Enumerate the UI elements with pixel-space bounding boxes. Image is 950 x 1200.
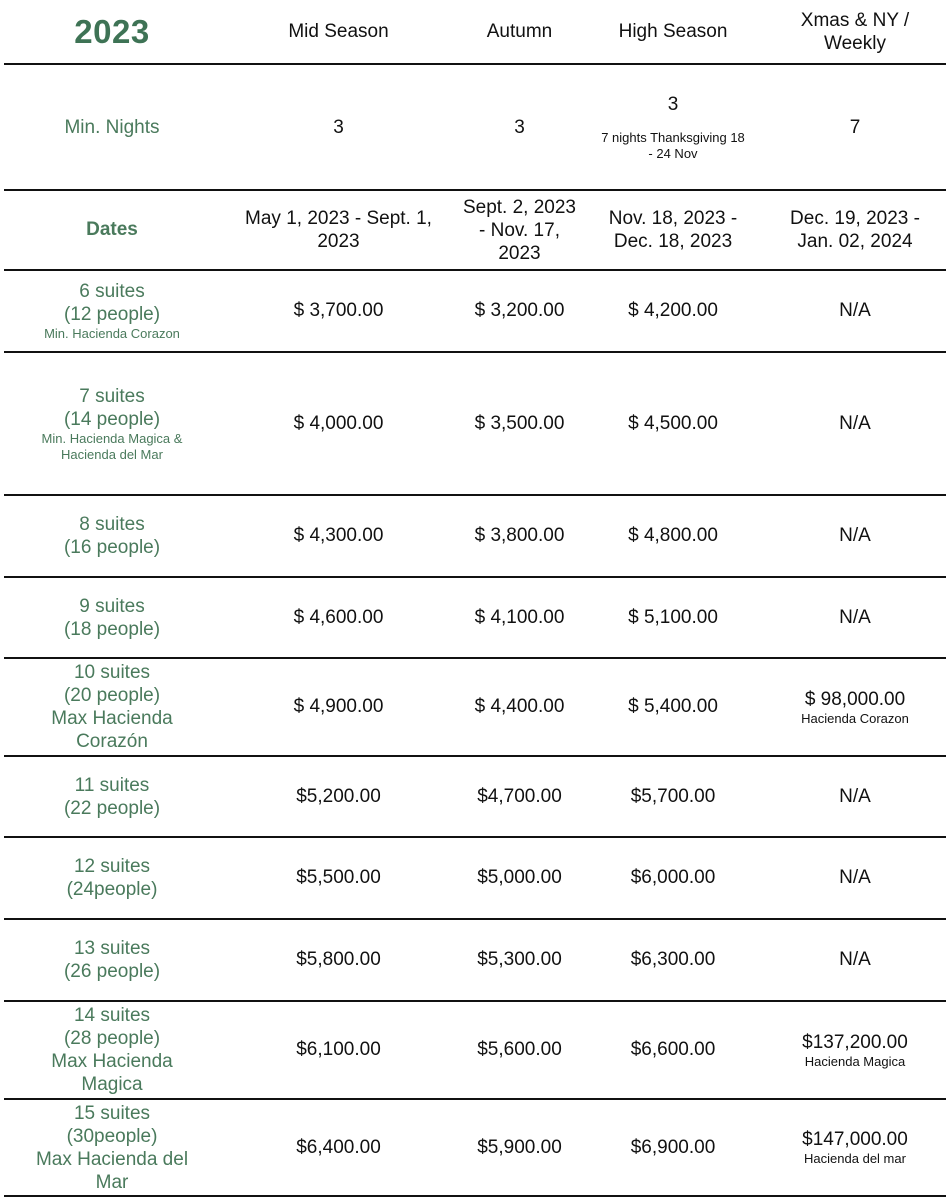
price-value: N/A [839, 525, 871, 546]
suites-cell [4, 661, 220, 753]
price-value: $5,200.00 [296, 785, 381, 807]
price-value: $6,300.00 [630, 949, 716, 970]
people-label: (20 people) [63, 685, 161, 706]
suites-cell [4, 595, 220, 641]
price-rows [4, 271, 946, 1197]
xmas-hacienda-note: Hacienda del mar [804, 1151, 906, 1166]
suites-label: 11 suites [74, 774, 150, 796]
price-cell [582, 696, 764, 718]
suites-label: 10 suites [73, 662, 151, 683]
people-label: (30people) [66, 1125, 158, 1147]
people-label: (28 people) [63, 1028, 161, 1049]
price-value: $5,500.00 [296, 867, 381, 888]
table-row [4, 659, 946, 757]
price-cell [764, 689, 946, 726]
price-cell [764, 949, 946, 971]
dates-autumn: Sept. 2, 2023 - Nov. 17, 2023 [462, 196, 577, 264]
table-row [4, 1100, 946, 1197]
price-value: $ 3,700.00 [293, 300, 384, 321]
price-value: $5,300.00 [477, 949, 562, 970]
header-autumn: Autumn [486, 21, 553, 42]
price-cell [764, 413, 946, 435]
price-value: $6,000.00 [630, 867, 716, 888]
price-cell [764, 1129, 946, 1166]
table-row [4, 920, 946, 1002]
price-value: $ 4,200.00 [628, 300, 718, 321]
suites-cell [4, 280, 220, 342]
price-cell [764, 300, 946, 322]
header-high-season: High Season [618, 21, 728, 42]
min-nights-label: Min. Nights [64, 116, 160, 138]
people-label: (22 people) [63, 797, 161, 819]
price-value: $6,900.00 [630, 1136, 716, 1158]
price-value: $ 3,200.00 [474, 300, 565, 321]
header-xmas-ny: Xmas & NY / Weekly [800, 9, 910, 54]
suites-cell [4, 855, 220, 901]
dates-row [4, 191, 946, 271]
dates-xmas: Dec. 19, 2023 - Jan. 02, 2024 [790, 208, 920, 252]
suites-cell [4, 1004, 220, 1096]
min-nights-high-value: 3 [667, 93, 679, 115]
price-cell [457, 525, 582, 547]
price-value: N/A [839, 785, 871, 807]
min-nights-mid: 3 [333, 116, 344, 138]
price-cell [220, 949, 457, 971]
xmas-hacienda-note: Hacienda Corazon [801, 710, 909, 726]
price-cell [764, 525, 946, 547]
suites-cell [4, 513, 220, 559]
year-cell [4, 13, 220, 51]
table-row [4, 1002, 946, 1100]
price-cell [582, 786, 764, 808]
price-value: $ 4,500.00 [628, 412, 718, 434]
price-value: N/A [839, 300, 871, 321]
suites-note: Min. Hacienda Corazon [44, 326, 180, 341]
price-cell [457, 300, 582, 322]
price-cell [220, 867, 457, 889]
suites-cell [4, 937, 220, 983]
thanksgiving-note: 7 nights Thanksgiving 18 - 24 Nov [601, 129, 745, 161]
header-mid-season: Mid Season [288, 21, 389, 42]
suites-label: 6 suites [79, 281, 145, 302]
table-row [4, 353, 946, 496]
people-label: (18 people) [63, 618, 161, 640]
price-cell [582, 607, 764, 629]
people-label: (26 people) [63, 961, 161, 982]
xmas-hacienda-note: Hacienda Magica [804, 1053, 906, 1069]
price-value: $ 4,400.00 [474, 696, 565, 717]
price-value: $5,800.00 [296, 949, 381, 970]
price-value: $4,700.00 [477, 785, 562, 807]
price-value: $ 98,000.00 [804, 688, 906, 710]
price-value: $ 4,800.00 [628, 525, 718, 546]
min-nights-high [582, 93, 764, 162]
suites-label: 7 suites [79, 385, 145, 407]
price-cell [764, 607, 946, 629]
dates-label: Dates [86, 219, 138, 240]
suites-note: Min. Hacienda Magica & Hacienda del Mar [41, 430, 183, 462]
suites-label: 14 suites [73, 1005, 151, 1026]
price-cell [220, 696, 457, 718]
price-value: $137,200.00 [802, 1031, 908, 1053]
price-value: $5,700.00 [630, 785, 716, 807]
price-value: N/A [839, 606, 871, 628]
price-cell [220, 525, 457, 547]
suites-note: Max Hacienda del Mar [35, 1148, 189, 1193]
price-cell [220, 607, 457, 629]
price-value: $5,000.00 [477, 867, 562, 888]
price-cell [582, 525, 764, 547]
suites-label: 9 suites [79, 595, 145, 617]
price-value: N/A [839, 412, 871, 434]
price-cell [582, 300, 764, 322]
price-value: $6,600.00 [630, 1039, 716, 1060]
price-cell [457, 867, 582, 889]
price-cell [220, 1039, 457, 1061]
price-cell [457, 1137, 582, 1159]
people-label: (12 people) [63, 304, 161, 325]
price-value: $5,900.00 [477, 1136, 562, 1158]
table-row [4, 496, 946, 578]
price-cell [220, 786, 457, 808]
price-value: $ 3,500.00 [474, 412, 565, 434]
suites-cell [4, 1102, 220, 1194]
price-value: $6,100.00 [296, 1039, 381, 1060]
price-cell [220, 1137, 457, 1159]
dates-mid: May 1, 2023 - Sept. 1, 2023 [245, 208, 432, 252]
table-row [4, 757, 946, 838]
price-cell [764, 1032, 946, 1069]
suites-cell [4, 774, 220, 820]
price-cell [457, 1039, 582, 1061]
price-cell [582, 867, 764, 889]
table-row [4, 578, 946, 659]
price-cell [582, 1039, 764, 1061]
dates-high: Nov. 18, 2023 - Dec. 18, 2023 [608, 208, 738, 252]
people-label: (16 people) [63, 537, 161, 558]
price-value: $ 4,600.00 [293, 606, 384, 628]
price-value: $ 3,800.00 [474, 525, 565, 546]
suites-label: 13 suites [73, 938, 151, 959]
price-cell [582, 949, 764, 971]
price-value: N/A [839, 949, 871, 970]
price-cell [457, 413, 582, 435]
price-cell [457, 949, 582, 971]
year-label: 2023 [74, 12, 150, 50]
suites-cell [4, 385, 220, 463]
price-cell [582, 1137, 764, 1159]
rate-table [4, 0, 946, 1197]
table-row [4, 271, 946, 353]
price-value: $147,000.00 [802, 1129, 908, 1150]
price-value: N/A [839, 867, 871, 888]
price-value: $ 5,100.00 [628, 606, 718, 628]
price-value: $6,400.00 [296, 1136, 381, 1158]
min-nights-xmas: 7 [849, 116, 861, 138]
price-value: $ 5,400.00 [628, 696, 718, 717]
price-cell [457, 786, 582, 808]
price-cell [764, 786, 946, 808]
header-row [4, 0, 946, 65]
suites-note: Max Hacienda Magica [51, 1051, 173, 1095]
suites-label: 12 suites [73, 856, 151, 877]
price-value: $5,600.00 [477, 1039, 562, 1060]
suites-note: Max Hacienda Corazón [51, 708, 173, 752]
price-value: $ 4,900.00 [293, 696, 384, 717]
price-value: $ 4,000.00 [293, 412, 384, 434]
price-value: $ 4,300.00 [293, 525, 384, 546]
suites-label: 15 suites [73, 1102, 151, 1124]
price-cell [220, 413, 457, 435]
price-value: $ 4,100.00 [474, 606, 565, 628]
people-label: (14 people) [63, 408, 161, 430]
price-cell [457, 607, 582, 629]
price-cell [457, 696, 582, 718]
suites-label: 8 suites [79, 514, 145, 535]
min-nights-row [4, 65, 946, 191]
price-cell [764, 867, 946, 889]
people-label: (24people) [66, 879, 158, 900]
table-row [4, 838, 946, 920]
price-cell [220, 300, 457, 322]
price-cell [582, 413, 764, 435]
min-nights-autumn: 3 [514, 116, 525, 138]
